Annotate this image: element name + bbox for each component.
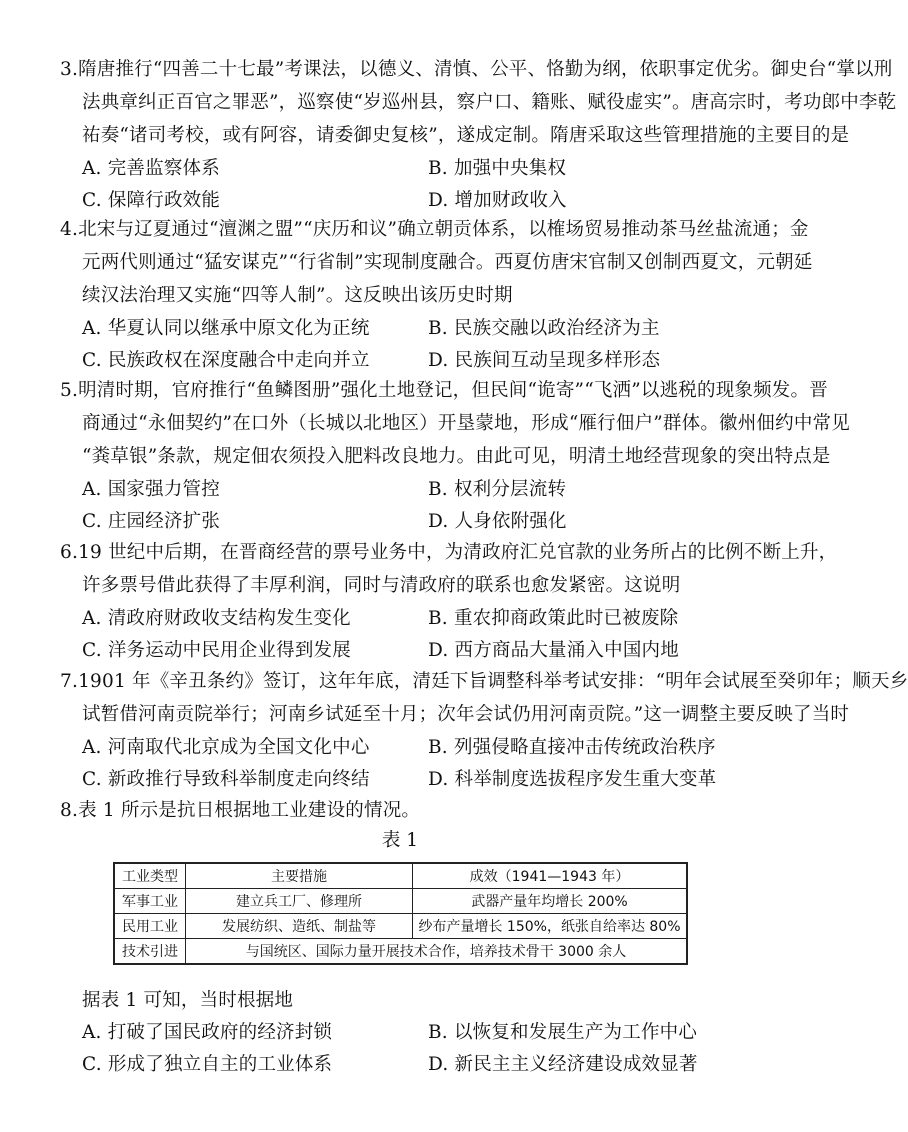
option-c[interactable]: C. 民族政权在深度融合中走向并立 — [82, 350, 370, 371]
table-cell: 军事工业 — [114, 889, 186, 914]
option-c[interactable]: C. 新政推行导致科举制度走向终结 — [82, 769, 370, 790]
option-a[interactable]: A. 清政府财政收支结构发生变化 — [82, 608, 351, 629]
option-a[interactable]: A. 河南取代北京成为全国文化中心 — [82, 737, 370, 758]
question-stem-line: 4.北宋与辽夏通过“澶渊之盟”“庆历和议”确立朝贡体系，以榷场贸易推动茶马丝盐流通；金 — [60, 219, 809, 240]
option-c[interactable]: C. 保障行政效能 — [82, 190, 221, 211]
table-cell: 民用工业 — [114, 914, 186, 939]
option-c[interactable]: C. 洋务运动中民用企业得到发展 — [82, 640, 351, 661]
question-number: 8. — [60, 800, 79, 821]
table-header-row — [114, 863, 687, 889]
option-b[interactable]: B. 民族交融以政治经济为主 — [428, 318, 660, 339]
option-d[interactable]: D. 新民主主义经济建设成效显著 — [428, 1054, 698, 1075]
question-stem-line: 商通过“永佃契约”在口外（长城以北地区）开垦蒙地，形成“雁行佃户”群体。徽州佃约中常见 — [82, 413, 850, 434]
table-cell: 纱布产量增长 150%，纸张自给率达 80% — [413, 914, 688, 939]
question-stem-line: 法典章纠正百官之罪恶”，巡察使“岁巡州县，察户口、籍账、赋役虚实”。唐高宗时，考功郎中李乾 — [82, 92, 897, 113]
option-c[interactable]: C. 庄园经济扩张 — [82, 511, 221, 532]
question-number: 3. — [60, 59, 79, 80]
question-stem-line: 7.1901 年《辛丑条约》签订，这年年底，清廷下旨调整科举考试安排：“明年会试展至癸卯年；顺天乡 — [60, 671, 908, 692]
option-d[interactable]: D. 科举制度选拔程序发生重大变革 — [428, 769, 717, 790]
data-table — [113, 862, 688, 965]
table-header-cell: 成效（1941—1943 年） — [413, 863, 688, 889]
table-cell: 武器产量年均增长 200% — [413, 889, 688, 914]
question-stem-line: 8.表 1 所示是抗日根据地工业建设的情况。 — [60, 800, 421, 821]
question-stem-line: 试暂借河南贡院举行；河南乡试延至十月；次年会试仍用河南贡院。”这一调整主要反映了当时 — [82, 704, 850, 725]
table-row — [114, 889, 687, 914]
option-c[interactable]: C. 形成了独立自主的工业体系 — [82, 1054, 333, 1075]
table-merged-cell: 与国统区、国际力量开展技术合作，培养技术骨干 3000 余人 — [186, 939, 688, 965]
table-caption: 表 1 — [381, 830, 419, 851]
question-8-stem: 据表 1 可知，当时根据地 — [82, 990, 294, 1011]
table-row — [114, 914, 687, 939]
question-stem-line: “粪草银”条款，规定佃农须投入肥料改良地力。由此可见，明清土地经营现象的突出特点是 — [82, 446, 831, 467]
table-header-cell: 工业类型 — [114, 863, 186, 889]
question-stem-line: 许多票号借此获得了丰厚利润，同时与清政府的联系也愈发紧密。这说明 — [82, 575, 681, 596]
option-a[interactable]: A. 国家强力管控 — [82, 479, 220, 500]
table-cell: 发展纺织、造纸、制盐等 — [186, 914, 413, 939]
question-number: 6. — [60, 542, 79, 563]
table-header-cell: 主要措施 — [186, 863, 413, 889]
question-stem-line: 3.隋唐推行“四善二十七最”考课法，以德义、清慎、公平、恪勤为纲，依职事定优劣。御史台“掌以刑 — [60, 59, 893, 80]
question-stem-line: 祐奏“诸司考校，或有阿容，请委御史复核”，遂成定制。隋唐采取这些管理措施的主要目的是 — [82, 125, 850, 146]
table-row — [114, 939, 687, 965]
question-stem-line: 6.19 世纪中后期，在晋商经营的票号业务中，为清政府汇兑官款的业务所占的比例不断上升， — [60, 542, 838, 563]
table-cell: 技术引进 — [114, 939, 186, 965]
question-number: 7. — [60, 671, 79, 692]
option-d[interactable]: D. 增加财政收入 — [428, 190, 567, 211]
option-d[interactable]: D. 西方商品大量涌入中国内地 — [428, 640, 679, 661]
option-b[interactable]: B. 以恢复和发展生产为工作中心 — [428, 1022, 698, 1043]
option-d[interactable]: D. 人身依附强化 — [428, 511, 567, 532]
option-a[interactable]: A. 完善监察体系 — [82, 158, 220, 179]
option-a[interactable]: A. 打破了国民政府的经济封锁 — [82, 1022, 333, 1043]
option-b[interactable]: B. 加强中央集权 — [428, 158, 567, 179]
option-b[interactable]: B. 列强侵略直接冲击传统政治秩序 — [428, 737, 716, 758]
question-stem-line: 续汉法治理又实施“四等人制”。这反映出该历史时期 — [82, 285, 513, 306]
question-stem-line: 5.明清时期，官府推行“鱼鳞图册”强化土地登记，但民间“诡寄”“飞洒”以逃税的现象频发。晋 — [60, 380, 828, 401]
option-b[interactable]: B. 重农抑商政策此时已被废除 — [428, 608, 679, 629]
table-cell: 建立兵工厂、修理所 — [186, 889, 413, 914]
option-d[interactable]: D. 民族间互动呈现多样形态 — [428, 350, 661, 371]
option-a[interactable]: A. 华夏认同以继承中原文化为正统 — [82, 318, 370, 339]
question-number: 5. — [60, 380, 79, 401]
question-number: 4. — [60, 219, 79, 240]
option-b[interactable]: B. 权利分层流转 — [428, 479, 567, 500]
question-stem-line: 元两代则通过“猛安谋克”“行省制”实现制度融合。西夏仿唐宋官制又创制西夏文，元朝延 — [82, 252, 813, 273]
